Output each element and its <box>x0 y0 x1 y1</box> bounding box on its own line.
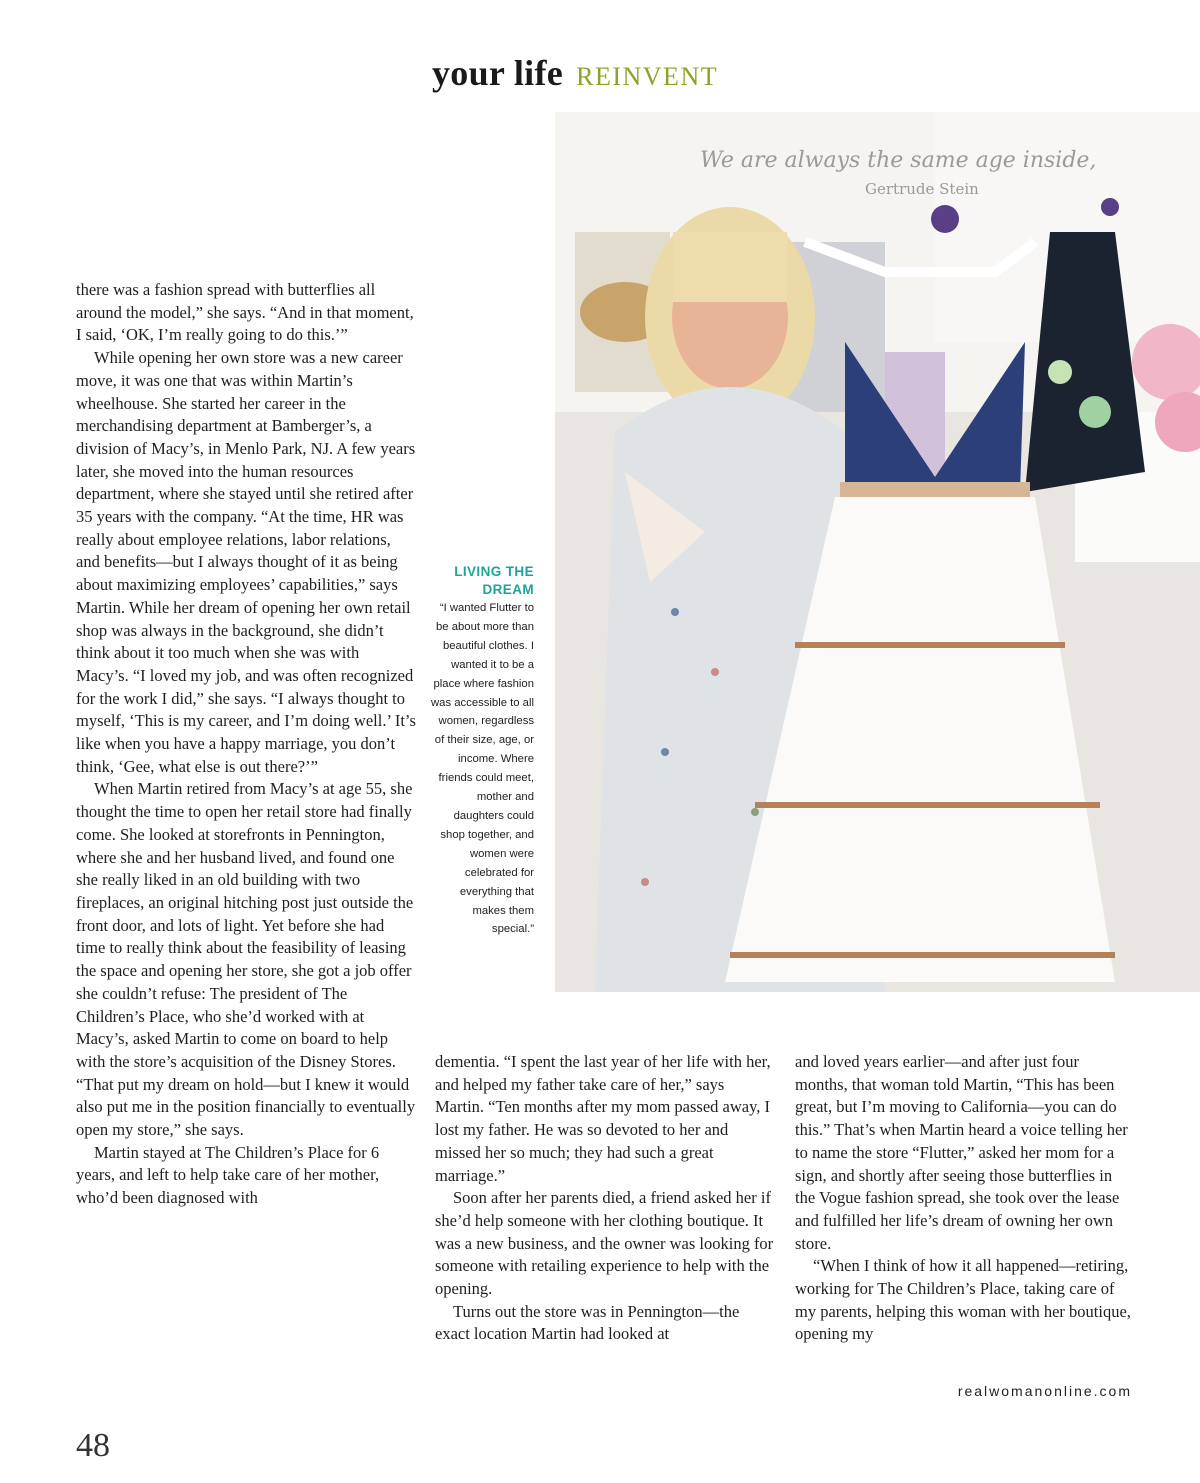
woman-holding-dress-image <box>555 112 1200 992</box>
caption-title: LIVING THE DREAM <box>454 564 534 597</box>
store-photo <box>555 112 1200 992</box>
page-number: 48 <box>76 1427 110 1464</box>
paragraph: Turns out the store was in Pennington—the exact location Martin had looked at <box>435 1301 740 1344</box>
article-column-3 <box>795 1051 1135 1346</box>
article-column-2 <box>435 1051 775 1346</box>
paragraph: there was a fashion spread with butterflies all around the model,” she says. “And in that moment, I said, ‘OK, I’m really going to do this.’” <box>76 280 414 345</box>
paragraph: Martin stayed at The Children’s Place for 6 years, and left to help take care of her mother, who’d been diagnosed with <box>76 1142 380 1208</box>
paragraph: While opening her own store was a new career move, it was one that was within Martin’s wheelhouse. She started her career in the merchandising department at Bamberger’s, a division of Macy’s, in Menlo Park, NJ. A few years later, she moved into the human resources department, where she stayed until she retired after 35 years with the company. “At the time, HR was really about employee relations, labor relations, and benefits—but I always thought of it as being about maximizing employees’ capabilities,” says Martin. While her dream of opening her own retail shop was always in the background, she didn’t think about it too much when she was with Macy’s. “I loved my job, and was often recognized for the work I did,” she says. “I always thought to myself, ‘This is my career, and I’m doing well.’ It’s like when you have a happy marriage, you don’t think, ‘Gee, what else is out there?’” <box>76 348 416 776</box>
paragraph: dementia. “I spent the last year of her life with her, and helped my father take care of her,” says Martin. “Ten months after my mom passed away, I lost my father. He was so devoted to her and missed her so much; they had such a great marriage.” <box>435 1052 771 1185</box>
photo-caption <box>430 563 534 939</box>
caption-quote: “I wanted Flutter to be about more than beautiful clothes. I wanted it to be a place where fashion was accessible to all women, regardless of their size, age, or income. Where friends could meet, mother and daughters could shop together, and women were celebrated for everything that makes them special.” <box>431 602 534 936</box>
wall-quote: We are always the same age inside, <box>700 148 1097 173</box>
wall-quote-author: Gertrude Stein <box>865 180 979 198</box>
masthead <box>432 52 772 102</box>
paragraph: and loved years earlier—and after just four months, that woman told Martin, “This has been great, but I’m moving to California—you can do this.” That’s when Martin heard a voice telling her to name the store “Flutter,” asked her mom for a sign, and shortly after seeing those butterflies in the Vogue fashion spread, she took over the lease and fulfilled her life’s dream of owning her own store. <box>795 1052 1128 1253</box>
paragraph: Soon after her parents died, a friend asked her if she’d help someone with her clothing boutique. It was a new business, and the owner was looking for someone with retailing experience to help with the opening. <box>435 1188 774 1299</box>
magazine-section-brand: your life <box>432 53 564 93</box>
paragraph: “When I think of how it all happened—retiring, working for The Children’s Place, taking care of my parents, helping this woman with her boutique, opening my <box>795 1256 1131 1344</box>
website-url: realwomanonline.com <box>957 1383 1132 1399</box>
paragraph: When Martin retired from Macy’s at age 55, she thought the time to open her retail store had finally come. She looked at storefronts in Pennington, where she and her husband lived, and found one she really liked in an old building with two fireplaces, an original hitching post just outside the front door, and lots of light. Yet before she had time to really think about the feasibility of leasing the space and opening her store, she got a job offer she couldn’t refuse: The president of The Children’s Place, who she’d worked with at Macy’s, asked Martin to come on board to help with the store’s acquisition of the Disney Stores. “That put my dream on hold—but I knew it would also put me in the position financially to eventually open my store,” she says. <box>76 779 416 1140</box>
article-column-1 <box>76 279 416 1210</box>
section-title: REINVENT <box>576 62 719 91</box>
